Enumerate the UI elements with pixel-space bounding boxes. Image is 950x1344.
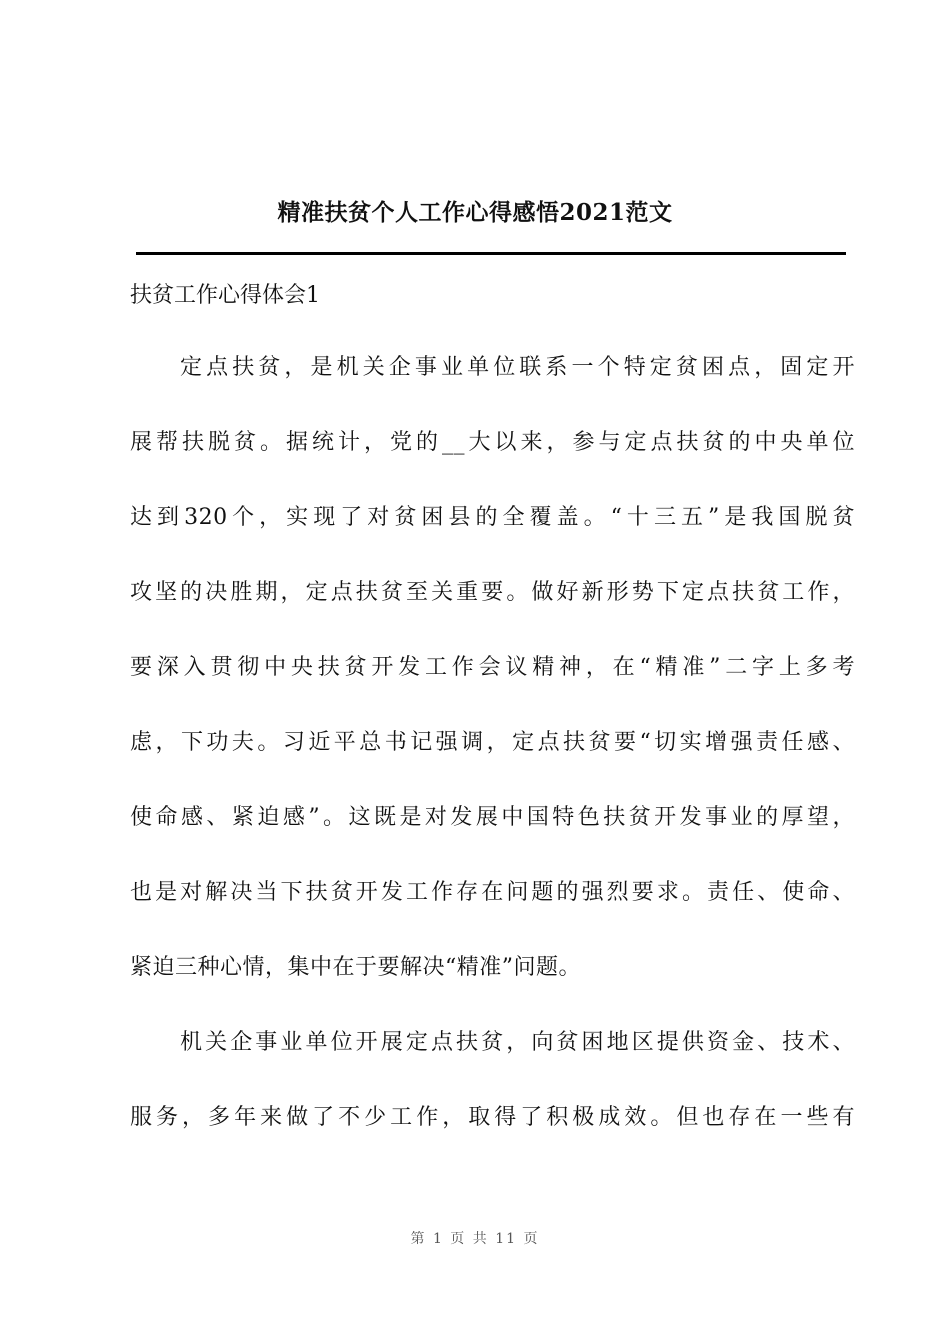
paragraph-line: 也是对解决当下扶贫开发工作存在问题的强烈要求。责任、使命、	[130, 880, 855, 905]
page-number-footer: 第 1 页 共 11 页	[410, 1231, 540, 1247]
section-heading: 扶贫工作心得体会1	[130, 283, 320, 308]
paragraph-line: 紧迫三种心情，集中在于要解决“精准”问题。	[130, 955, 581, 980]
paragraph-line: 机关企事业单位开展定点扶贫，向贫困地区提供资金、技术、	[180, 1030, 855, 1055]
paragraph-line: 定点扶贫，是机关企事业单位联系一个特定贫困点，固定开	[180, 355, 855, 380]
paragraph-line: 攻坚的决胜期，定点扶贫至关重要。做好新形势下定点扶贫工作，	[130, 580, 855, 605]
document-title: 精准扶贫个人工作心得感悟2021范文	[277, 199, 673, 226]
paragraph-line: 要深入贯彻中央扶贫开发工作会议精神，在“精准”二字上多考	[130, 655, 855, 680]
paragraph-line: 展帮扶脱贫。据统计，党的__大以来，参与定点扶贫的中央单位	[130, 430, 855, 455]
paragraph-line: 达到320个，实现了对贫困县的全覆盖。“十三五”是我国脱贫	[130, 505, 855, 530]
title-underline	[136, 252, 846, 255]
paragraph-line: 虑，下功夫。习近平总书记强调，定点扶贫要“切实增强责任感、	[130, 730, 855, 755]
paragraph-line: 服务，多年来做了不少工作，取得了积极成效。但也存在一些有	[130, 1105, 855, 1130]
paragraph-line: 使命感、紧迫感”。这既是对发展中国特色扶贫开发事业的厚望，	[130, 805, 855, 830]
